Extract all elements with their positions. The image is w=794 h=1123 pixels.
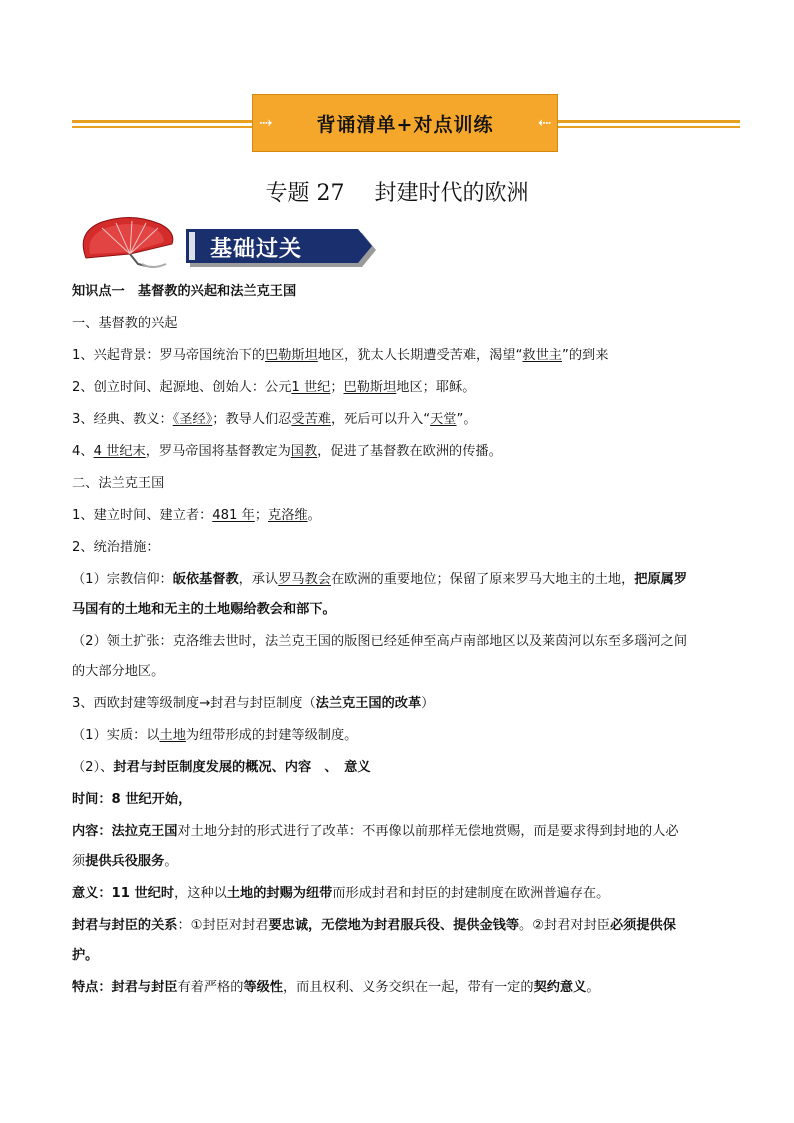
text-line: 时间：8 世纪开始，: [72, 792, 192, 807]
chevron-right-icon: ⇢: [259, 113, 273, 132]
banner: [252, 94, 558, 152]
text-line: 特点：封君与封臣有着严格的等级性，而且权利、义务交织在一起，带有一定的契约意义。: [72, 980, 600, 995]
page-title: [0, 176, 794, 207]
text-line: 马国有的土地和无主的土地赐给教会和部下。: [72, 602, 336, 617]
text-line: 须提供兵役服务。: [72, 854, 178, 869]
text-line: 3、经典、教义：《圣经》；教导人们忍受苦难，死后可以升入“天堂”。: [72, 412, 477, 427]
section-label: 基础过关: [210, 237, 303, 262]
text-line: （1）宗教信仰：皈依基督教，承认罗马教会在欧洲的重要地位；保留了原来罗马大地主的土地，把原属罗: [72, 572, 688, 587]
text-line: 1、建立时间、建立者：481 年；克洛维。: [72, 508, 321, 523]
subheading-frankish: 二、法兰克王国: [72, 476, 165, 491]
text-line: 封君与封臣的关系：①封臣对封君要忠诚，无偿地为封君服兵役、提供金钱等。②封君对封臣必须提供保: [72, 918, 676, 933]
fan-icon: [72, 214, 184, 274]
text-line: 的大部分地区。: [72, 664, 165, 679]
text-line: （1）实质：以土地为纽带形成的封建等级制度。: [72, 728, 358, 743]
subheading-christianity: 一、基督教的兴起: [72, 316, 178, 331]
text-line: 内容：法拉克王国对土地分封的形式进行了改革：不再像以前那样无偿地赏赐，而是要求得到封地的人必: [72, 824, 679, 839]
chevron-left-icon: ⇢: [537, 113, 551, 132]
text-line: 3、西欧封建等级制度→封君与封臣制度（法兰克王国的改革）: [72, 696, 435, 711]
text-line: 4、4 世纪末，罗马帝国将基督教定为国教，促进了基督教在欧洲的传播。: [72, 444, 502, 459]
text-line: 意义：11 世纪时，这种以土地的封赐为纽带而形成封君和封臣的封建制度在欧洲普遍存在。: [72, 886, 610, 901]
text-line: 2、统治措施：: [72, 540, 160, 555]
banner-text: 背诵清单+对点训练: [316, 113, 494, 136]
text-line: （2）、封君与封臣制度发展的概况、内容 、 意义: [72, 760, 371, 775]
topic-number: 专题 27: [265, 181, 345, 206]
knowledge-heading: 知识点一 基督教的兴起和法兰克王国: [72, 284, 297, 299]
text-line: 2、创立时间、起源地、创始人：公元1 世纪；巴勒斯坦地区；耶稣。: [72, 380, 476, 395]
topic-name: 封建时代的欧洲: [374, 181, 529, 206]
text-line: 护。: [72, 948, 99, 963]
text-line: 1、兴起背景：罗马帝国统治下的巴勒斯坦地区，犹太人长期遭受苦难，渴望“救世主”的到来: [72, 348, 609, 363]
text-line: （2）领土扩张：克洛维去世时，法兰克王国的版图已经延伸至高卢南部地区以及莱茵河以东至多瑙河之间: [72, 634, 688, 649]
